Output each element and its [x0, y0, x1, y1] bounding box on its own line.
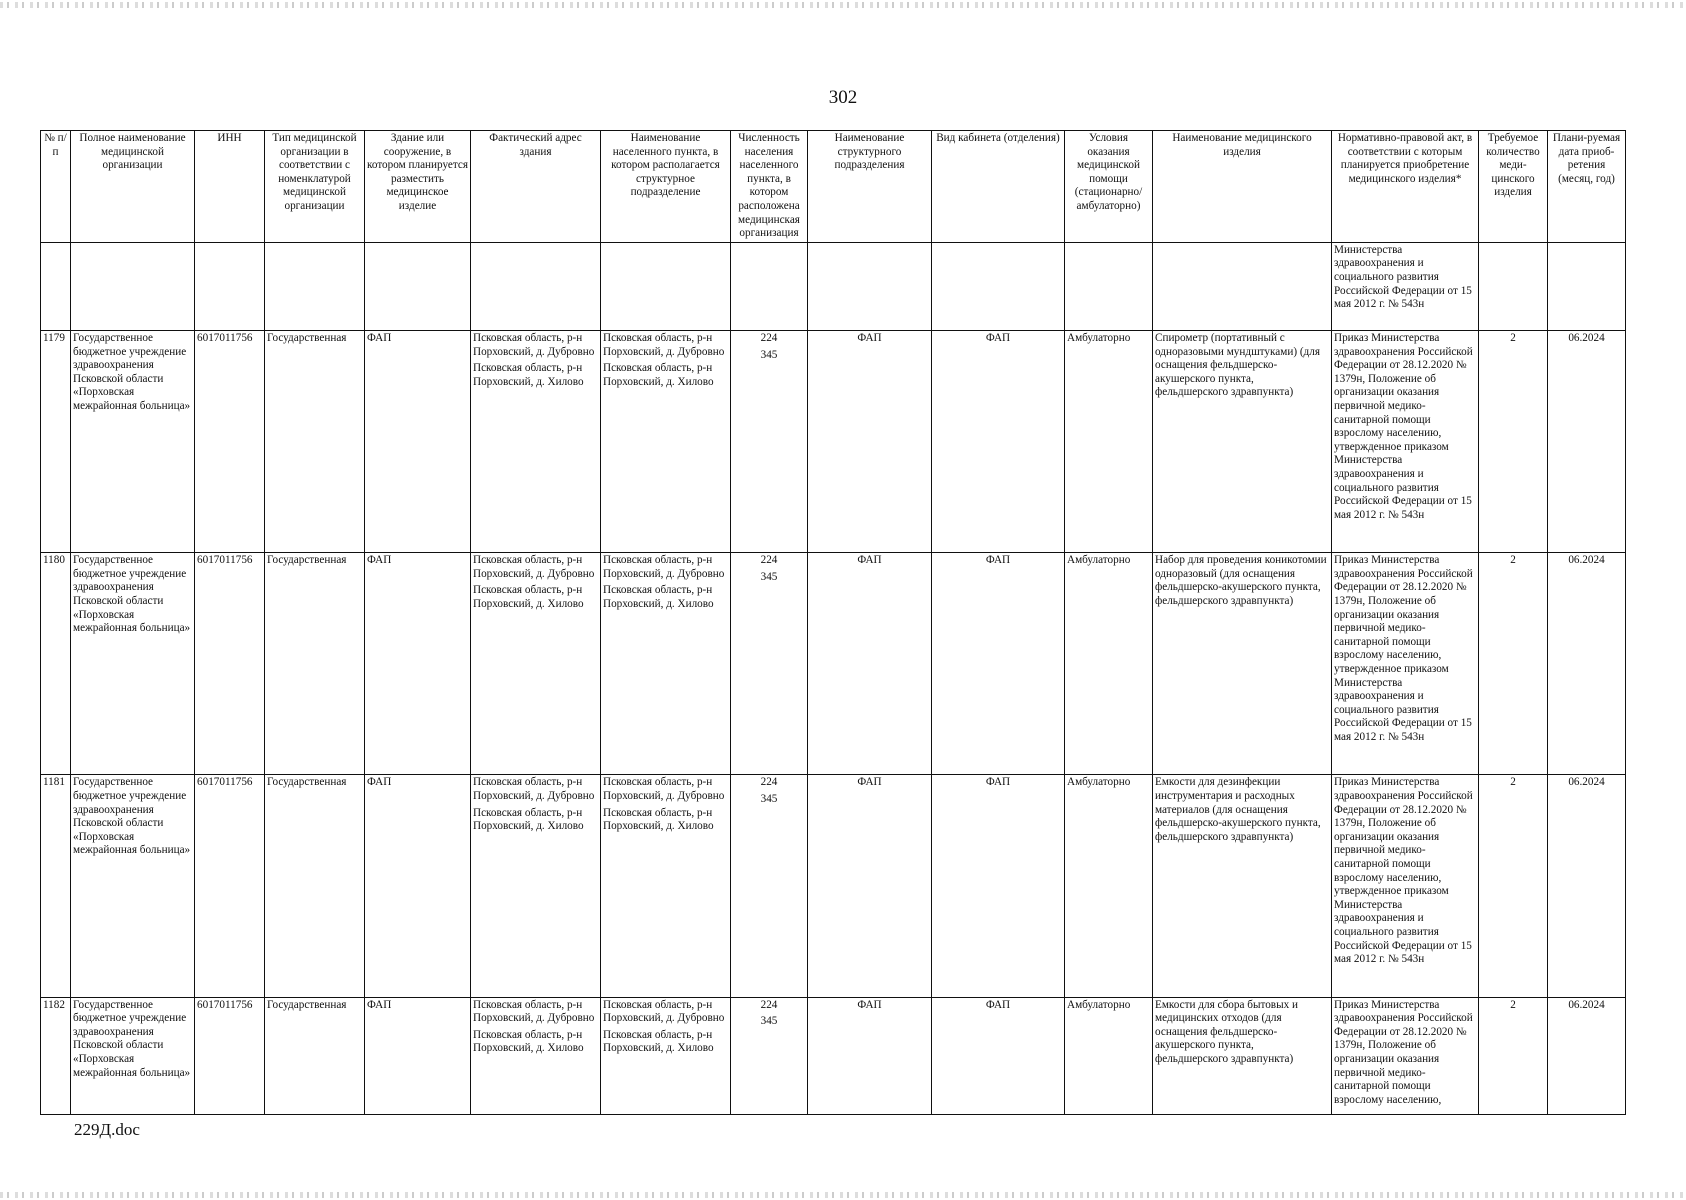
header-act: Нормативно-правовой акт, в соответствии с которым планируется приобретение медицинского изделия* [1332, 131, 1479, 243]
cell-date: 06.2024 [1548, 331, 1626, 553]
cell-cabinet: ФАП [932, 775, 1065, 997]
population-value: 224 [760, 998, 778, 1011]
cell-act: Приказ Министерства здравоохранения Российской Федерации от 28.12.2020 № 1379н, Положение об организации оказания первичной медико-санитарной помощи взрослому населению, утвержденное приказом Министерства здравоохранения и социального развития Российской Федерации от 15 мая 2012 г. № 543н [1332, 775, 1479, 997]
cell-building: ФАП [365, 997, 471, 1114]
population-value: 345 [760, 348, 778, 361]
header-qty: Требуемое количество меди-цинского изделия [1479, 131, 1548, 243]
header-conditions: Условия оказания медицинской помощи (стационарно/ амбулаторно) [1065, 131, 1153, 243]
population-value: 345 [760, 793, 778, 805]
cell-date: 06.2024 [1548, 775, 1626, 997]
cell-address [471, 553, 601, 775]
cell-qty: 2 [1479, 997, 1548, 1114]
cell-cabinet: ФАП [932, 331, 1065, 553]
cell-device: Емкости для дезинфекции инструментария и расходных материалов (для оснащения фельдшерско-акушерского пункта, фельдшерского здравпункта) [1153, 775, 1332, 997]
cell-type: Государственная [265, 553, 365, 775]
cell-unit: ФАП [808, 997, 932, 1114]
header-device: Наименование медицинского изделия [1153, 131, 1332, 243]
cell-org: Государственное бюджетное учреждение здравоохранения Псковской области «Порховская межрайонная больница» [71, 553, 195, 775]
cell-address [471, 997, 601, 1114]
address-line: Псковская область, р-н Порховский, д. Хилово [473, 362, 584, 388]
population-value: 224 [760, 776, 778, 789]
cell-act: Министерства здравоохранения и социального развития Российской Федерации от 15 мая 2012 г. № 543н [1332, 242, 1479, 330]
address-line: Псковская область, р-н Порховский, д. Дубровно [473, 332, 595, 358]
settlement-line: Псковская область, р-н Порховский, д. Дубровно [603, 998, 725, 1025]
cell-address [471, 331, 601, 553]
cell-act: Приказ Министерства здравоохранения Российской Федерации от 28.12.2020 № 1379н, Положение об организации оказания первичной медико-санитарной помощи взрослому населению, утвержденное приказом Министерства здравоохранения и социального развития Российской Федерации от 15 мая 2012 г. № 543н [1332, 553, 1479, 775]
cell-address [471, 775, 601, 997]
cell-conditions: Амбулаторно [1065, 553, 1153, 775]
settlement-line: Псковская область, р-н Порховский, д. Хилово [603, 1028, 714, 1055]
register-table [40, 130, 1626, 1115]
address-line: Псковская область, р-н Порховский, д. Хилово [473, 1028, 584, 1055]
cell-conditions: Амбулаторно [1065, 775, 1153, 997]
header-inn: ИНН [195, 131, 265, 243]
cell-act: Приказ Министерства здравоохранения Российской Федерации от 28.12.2020 № 1379н, Положение об организации оказания первичной медико-санитарной помощи взрослому населению, утвержденное приказом Министерства здравоохранения и социального развития Российской Федерации от 15 мая 2012 г. № 543н [1332, 331, 1479, 553]
settlement-line: Псковская область, р-н Порховский, д. Хилово [603, 584, 714, 610]
cell-unit: ФАП [808, 331, 932, 553]
cell-population [731, 553, 808, 775]
footer-filename: 229Д.doc [74, 1120, 140, 1139]
table-row [41, 775, 1626, 997]
population-value: 224 [760, 554, 778, 567]
settlement-line: Псковская область, р-н Порховский, д. Хилово [603, 362, 714, 388]
cell-num: 1181 [41, 775, 71, 997]
scan-edge-top [0, 2, 1686, 8]
cell-qty: 2 [1479, 553, 1548, 775]
header-type: Тип медицинской организации в соответствии с номенклатурой медицинской организации [265, 131, 365, 243]
table-row [41, 331, 1626, 553]
cell-num: 1180 [41, 553, 71, 775]
cell-building: ФАП [365, 775, 471, 997]
settlement-line: Псковская область, р-н Порховский, д. Дубровно [603, 554, 725, 580]
page-number: 302 [828, 87, 858, 108]
cell-device: Набор для проведения коникотомии одноразовый (для оснащения фельдшерско-акушерского пункта, фельдшерского здравпункта) [1153, 553, 1332, 775]
cell-inn: 6017011756 [195, 553, 265, 775]
cell-org: Государственное бюджетное учреждение здравоохранения Псковской области «Порховская межрайонная больница» [71, 997, 195, 1114]
header-cabinet: Вид кабинета (отделения) [932, 131, 1065, 243]
cell-qty: 2 [1479, 775, 1548, 997]
cell-type: Государственная [265, 331, 365, 553]
cell-inn: 6017011756 [195, 997, 265, 1114]
cell-settlement [601, 553, 731, 775]
cell-settlement [601, 775, 731, 997]
header-unit: Наименование структурного подразделения [808, 131, 932, 243]
settlement-line: Псковская область, р-н Порховский, д. Дубровно [603, 332, 725, 358]
population-value: 345 [760, 570, 778, 583]
header-row [41, 131, 1626, 243]
table-row [41, 997, 1626, 1114]
cell-inn: 6017011756 [195, 775, 265, 997]
scan-edge-bottom [0, 1192, 1686, 1198]
cell-cabinet: ФАП [932, 553, 1065, 775]
cell-conditions: Амбулаторно [1065, 331, 1153, 553]
cell-type: Государственная [265, 997, 365, 1114]
cell-inn: 6017011756 [195, 331, 265, 553]
header-date: Плани-руемая дата приоб-ретения (месяц, год) [1548, 131, 1626, 243]
address-line: Псковская область, р-н Порховский, д. Хилово [473, 584, 584, 610]
cell-population [731, 331, 808, 553]
cell-date: 06.2024 [1548, 997, 1626, 1114]
cell-unit: ФАП [808, 553, 932, 775]
cell-conditions: Амбулаторно [1065, 997, 1153, 1114]
cell-unit: ФАП [808, 775, 932, 997]
header-address: Фактический адрес здания [471, 131, 601, 243]
cell-num: 1182 [41, 997, 71, 1114]
header-population: Численность населения населенного пункта, в котором расположена медицинская организация [731, 131, 808, 243]
cell-org: Государственное бюджетное учреждение здравоохранения Псковской области «Порховская межрайонная больница» [71, 775, 195, 997]
header-building: Здание или сооружение, в котором планируется разместить медицинское изделие [365, 131, 471, 243]
cell-org: Государственное бюджетное учреждение здравоохранения Псковской области «Порховская межрайонная больница» [71, 331, 195, 553]
settlement-line: Псковская область, р-н Порховский, д. Хилово [603, 806, 714, 833]
cell-settlement [601, 997, 731, 1114]
cell-building: ФАП [365, 331, 471, 553]
settlement-line: Псковская область, р-н Порховский, д. Дубровно [603, 776, 725, 802]
cell-device: Емкости для сбора бытовых и медицинских отходов (для оснащения фельдшерско-акушерского пункта, фельдшерского здравпункта) [1153, 997, 1332, 1114]
cell-settlement [601, 331, 731, 553]
address-line: Псковская область, р-н Порховский, д. Хилово [473, 806, 584, 833]
header-settlement: Наименование населенного пункта, в котором располагается структурное подразделение [601, 131, 731, 243]
cell-building: ФАП [365, 553, 471, 775]
table-row [41, 553, 1626, 775]
cell-num: 1179 [41, 331, 71, 553]
cell-date: 06.2024 [1548, 553, 1626, 775]
address-line: Псковская область, р-н Порховский, д. Дубровно [473, 998, 595, 1025]
address-line: Псковская область, р-н Порховский, д. Дубровно [473, 776, 595, 802]
address-line: Псковская область, р-н Порховский, д. Дубровно [473, 554, 595, 580]
header-num: № п/п [41, 131, 71, 243]
population-value: 345 [760, 1015, 778, 1028]
cell-cabinet: ФАП [932, 997, 1065, 1114]
population-value: 224 [760, 332, 778, 344]
cell-population [731, 997, 808, 1114]
header-org: Полное наименование медицинской организации [71, 131, 195, 243]
cell-act: Приказ Министерства здравоохранения Российской Федерации от 28.12.2020 № 1379н, Положение об организации оказания первичной медико-санитарной помощи взрослому населению, [1332, 997, 1479, 1114]
cell-qty: 2 [1479, 331, 1548, 553]
table-row-continuation [41, 242, 1626, 330]
cell-population [731, 775, 808, 997]
cell-type: Государственная [265, 775, 365, 997]
cell-device: Спирометр (портативный с одноразовыми мундштуками) (для оснащения фельдшерско-акушерского пункта, фельдшерского здравпункта) [1153, 331, 1332, 553]
